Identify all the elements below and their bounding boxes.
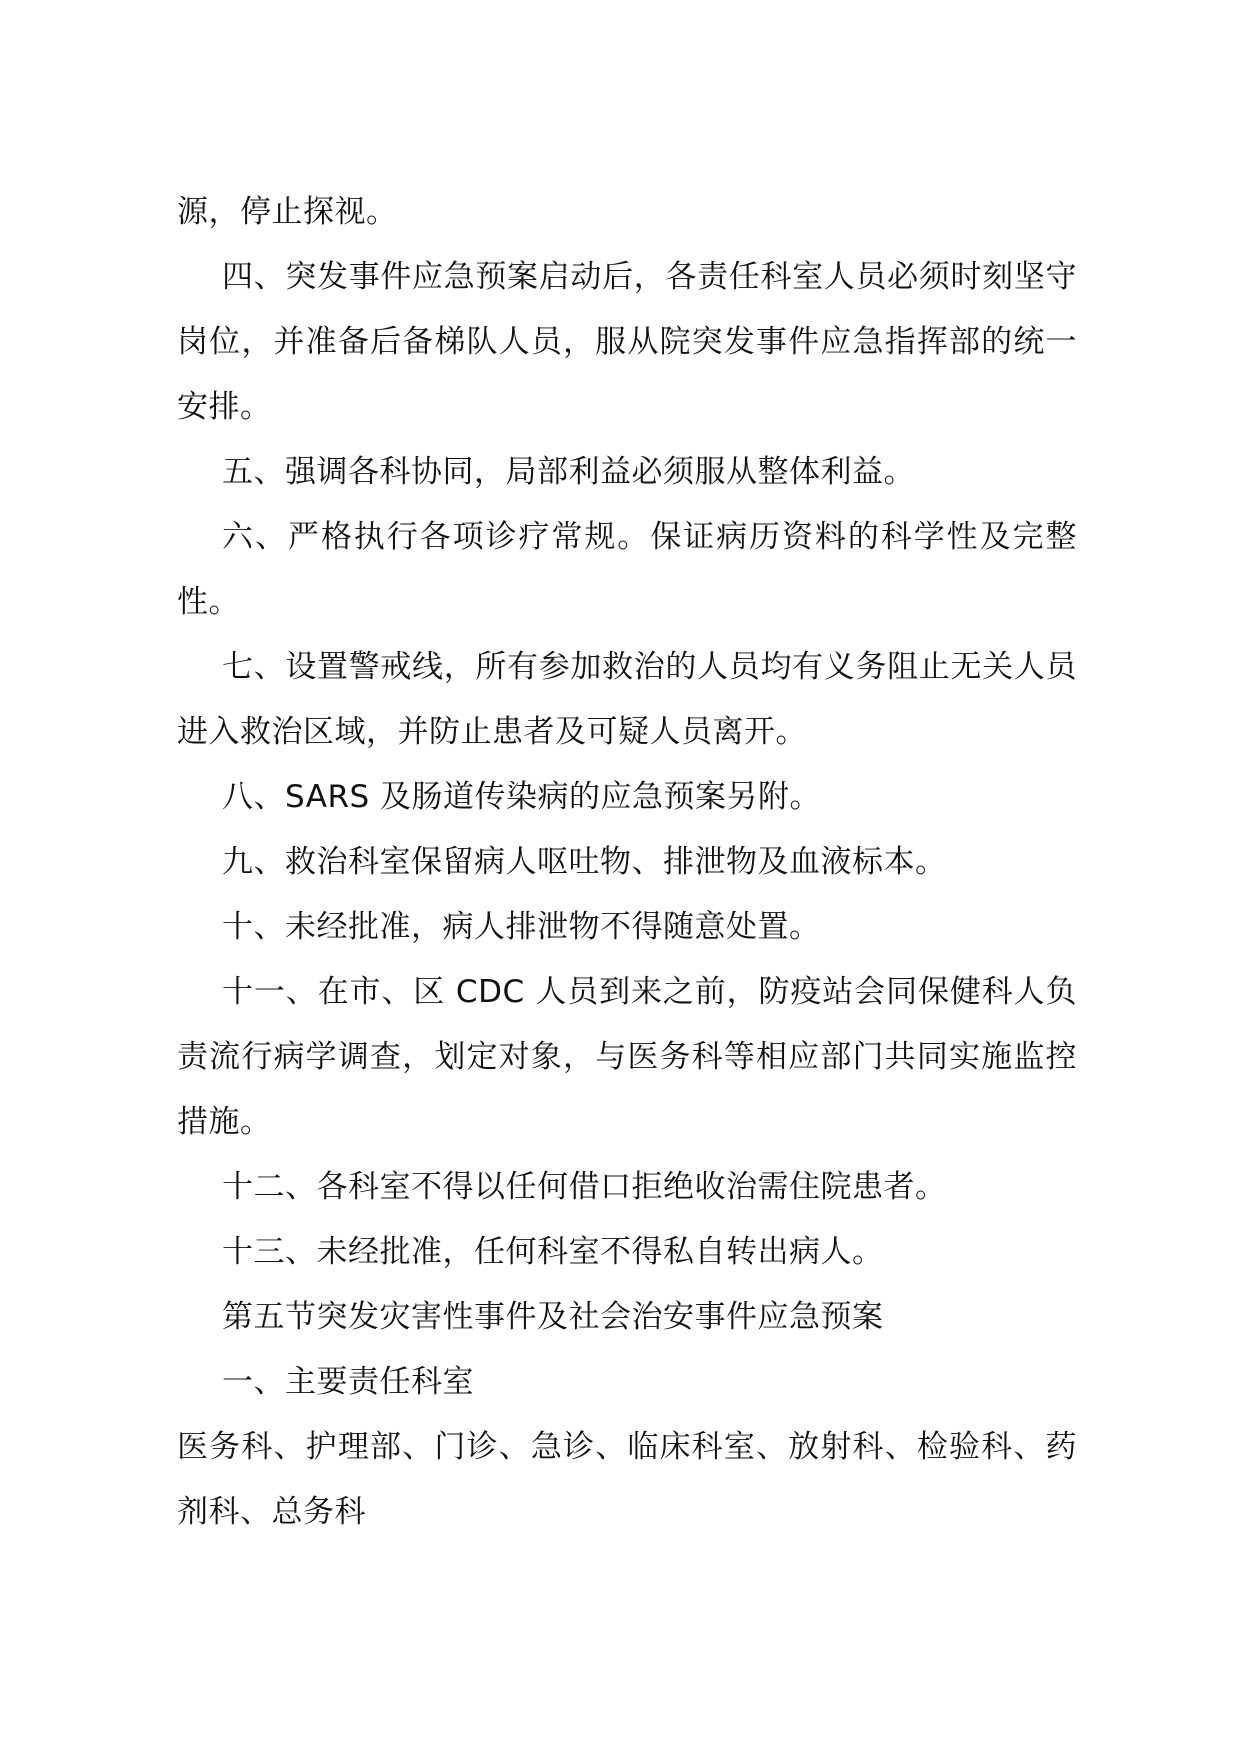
paragraph-item-10: 十、未经批准，病人排泄物不得随意处置。 (222, 909, 821, 945)
department-list: 医务科、护理部、门诊、急诊、临床科室、放射科、检验科、药剂科、总务科 (177, 1429, 1077, 1530)
section-heading: 第五节突发灾害性事件及社会治安事件应急预案 (222, 1299, 884, 1335)
paragraph-continuation: 源，停止探视。 (177, 194, 398, 230)
paragraph-item-8: 八、SARS 及肠道传染病的应急预案另附。 (222, 779, 822, 815)
paragraph-item-9: 九、救治科室保留病人呕吐物、排泄物及血液标本。 (222, 844, 947, 880)
paragraph-item-4: 四、突发事件应急预案启动后，各责任科室人员必须时刻坚守岗位，并准备后备梯队人员，服从院突发事件应急指挥部的统一安排。 (177, 259, 1077, 425)
paragraph-item-5: 五、强调各科协同，局部利益必须服从整体利益。 (222, 454, 915, 490)
paragraph-item-13: 十三、未经批准，任何科室不得私自转出病人。 (222, 1234, 884, 1270)
document-page (177, 0, 1077, 1754)
paragraph-item-7: 七、设置警戒线，所有参加救治的人员均有义务阻止无关人员进入救治区域，并防止患者及可疑人员离开。 (177, 649, 1077, 750)
paragraph-item-12: 十二、各科室不得以任何借口拒绝收治需住院患者。 (222, 1169, 947, 1205)
subsection-heading: 一、主要责任科室 (222, 1364, 474, 1400)
paragraph-item-11: 十一、在市、区 CDC 人员到来之前，防疫站会同保健科人负责流行病学调查，划定对象，与医务科等相应部门共同实施监控措施。 (177, 974, 1077, 1140)
paragraph-item-6: 六、严格执行各项诊疗常规。保证病历资料的科学性及完整性。 (177, 519, 1077, 620)
